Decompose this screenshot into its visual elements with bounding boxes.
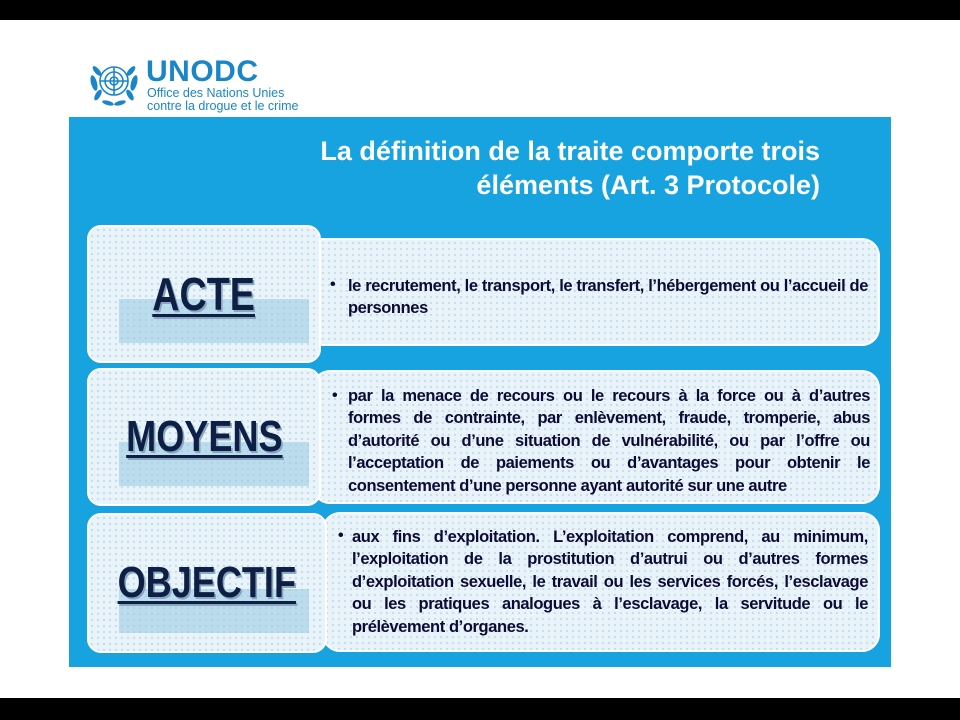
un-emblem-icon [88,57,140,109]
logo-name: UNODC [146,55,259,88]
moyens-description: par la menace de recours ou le recours à la force ou à d’autres formes de contrainte, par enlèvement, fraude, tromperie, abus d’autorité ou d’une situation de vulnérabilité, ou par l’offre ou l’acceptation de paiements ou d’avantages pour obtenir le consentement d’une personne ayant autorité sur une autre [348,387,870,495]
acte-label: ACTE [152,268,256,320]
unodc-logo [88,55,348,111]
objectif-label: OBJECTIF [117,558,297,607]
bottom-black-bar [0,698,960,720]
moyens-label: MOYENS [125,412,283,461]
objectif-description-box [322,512,880,652]
slide-title [250,134,820,202]
moyens-label-box [87,368,321,506]
moyens-description-box [312,370,880,504]
logo-subtitle-line-2: contre la drogue et le crime [147,99,299,113]
bullet-icon: • [332,387,338,404]
logo-subtitle-line-1: Office des Nations Unies [147,86,285,100]
bullet-icon: • [330,276,336,293]
slide-title-line-2: éléments (Art. 3 Protocole) [476,170,820,200]
acte-description: le recrutement, le transport, le transfert, l’hébergement ou l’accueil de personnes [348,277,868,318]
slide-title-line-1: La définition de la traite comporte trois [320,136,820,166]
objectif-description: aux fins d’exploitation. L’exploitation comprend, au minimum, l’exploitation de la prostitution d’autrui ou d’autres formes d’exploitation sexuelle, le travail ou les services forcés, l’esclavage ou les pratiques analogues à l’esclavage, la servitude ou le prélèvement d’organes. [352,528,868,636]
acte-description-box [300,238,880,346]
bullet-icon: • [338,527,344,544]
acte-label-box [87,225,321,363]
top-black-bar [0,0,960,20]
objectif-label-box [87,513,327,653]
